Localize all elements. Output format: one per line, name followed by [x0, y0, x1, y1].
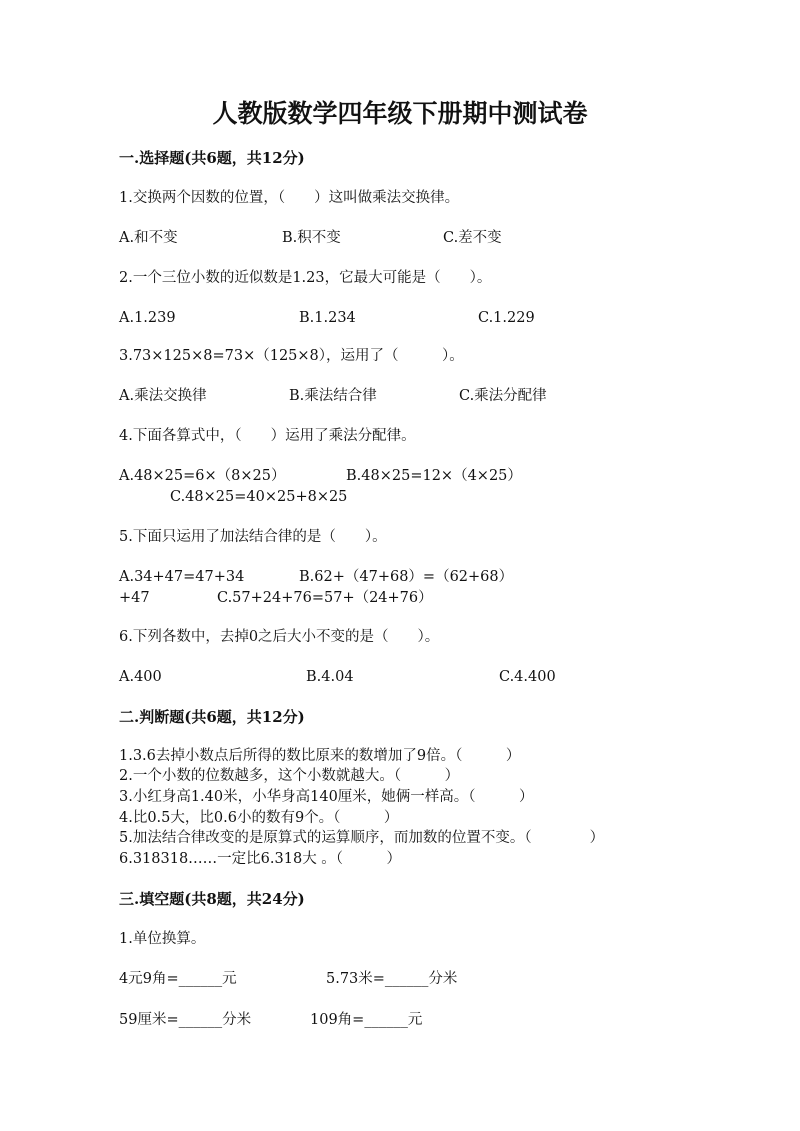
- option-c: C.乘法分配律: [459, 388, 547, 404]
- option-b: B.1.234: [299, 310, 356, 326]
- judgement-item: 2.一个小数的位数越多，这个小数就越大。（ ）: [119, 768, 460, 784]
- question-stem: 2.一个三位小数的近似数是1.23，它最大可能是（ ）。: [119, 270, 492, 286]
- option-b: B.乘法结合律: [289, 388, 377, 404]
- judgement-item: 6.318318……一定比6.318大 。（ ）: [119, 851, 402, 867]
- option-c: C.1.229: [478, 310, 535, 326]
- fill-blank: 4元9角=______元: [119, 971, 237, 987]
- question-stem: 1.单位换算。: [119, 931, 206, 947]
- option-c: C.57+24+76=57+（24+76）: [217, 590, 433, 606]
- option-a: A.乘法交换律: [119, 388, 207, 404]
- judgement-item: 1.3.6去掉小数点后所得的数比原来的数增加了9倍。（ ）: [119, 748, 521, 764]
- judgement-item: 4.比0.5大，比0.6小的数有9个。（ ）: [119, 810, 399, 826]
- option-c: C.48×25=40×25+8×25: [170, 489, 348, 505]
- fill-blank: 109角=______元: [310, 1012, 423, 1028]
- option-c: C.4.400: [499, 669, 556, 685]
- option-b: B.48×25=12×（4×25）: [346, 468, 522, 484]
- option-a: A.和不变: [119, 230, 178, 246]
- question-stem: 1.交换两个因数的位置，（ ）这叫做乘法交换律。: [119, 190, 460, 206]
- fill-blank: 59厘米=______分米: [119, 1012, 252, 1028]
- option-a: A.34+47=47+34: [119, 569, 245, 585]
- judgement-item: 5.加法结合律改变的是原算式的运算顺序，而加数的位置不变。（ ）: [119, 830, 605, 846]
- option-a: A.400: [119, 669, 162, 685]
- question-stem: 5.下面只运用了加法结合律的是（ ）。: [119, 529, 387, 545]
- option-c: C.差不变: [443, 230, 502, 246]
- section-heading: 一.选择题(共6题，共12分): [119, 149, 305, 167]
- question-stem: 3.73×125×8=73×（125×8），运用了（ ）。: [119, 348, 464, 364]
- option-b: B.4.04: [306, 669, 354, 685]
- section-heading: 三.填空题(共8题，共24分): [119, 890, 305, 908]
- option-a: A.1.239: [119, 310, 176, 326]
- question-stem: 6.下列各数中，去掉0之后大小不变的是（ ）。: [119, 629, 440, 645]
- judgement-item: 3.小红身高1.40米，小华身高140厘米，她俩一样高。（ ）: [119, 789, 534, 805]
- section-heading: 二.判断题(共6题，共12分): [119, 708, 305, 726]
- question-stem: 4.下面各算式中，（ ）运用了乘法分配律。: [119, 428, 416, 444]
- option-b-continuation: +47: [119, 590, 150, 606]
- fill-blank: 5.73米=______分米: [326, 971, 458, 987]
- option-b: B.积不变: [282, 230, 341, 246]
- option-a: A.48×25=6×（8×25）: [119, 468, 286, 484]
- option-b: B.62+（47+68）=（62+68）: [299, 569, 514, 585]
- page-title: 人教版数学四年级下册期中测试卷: [212, 99, 588, 128]
